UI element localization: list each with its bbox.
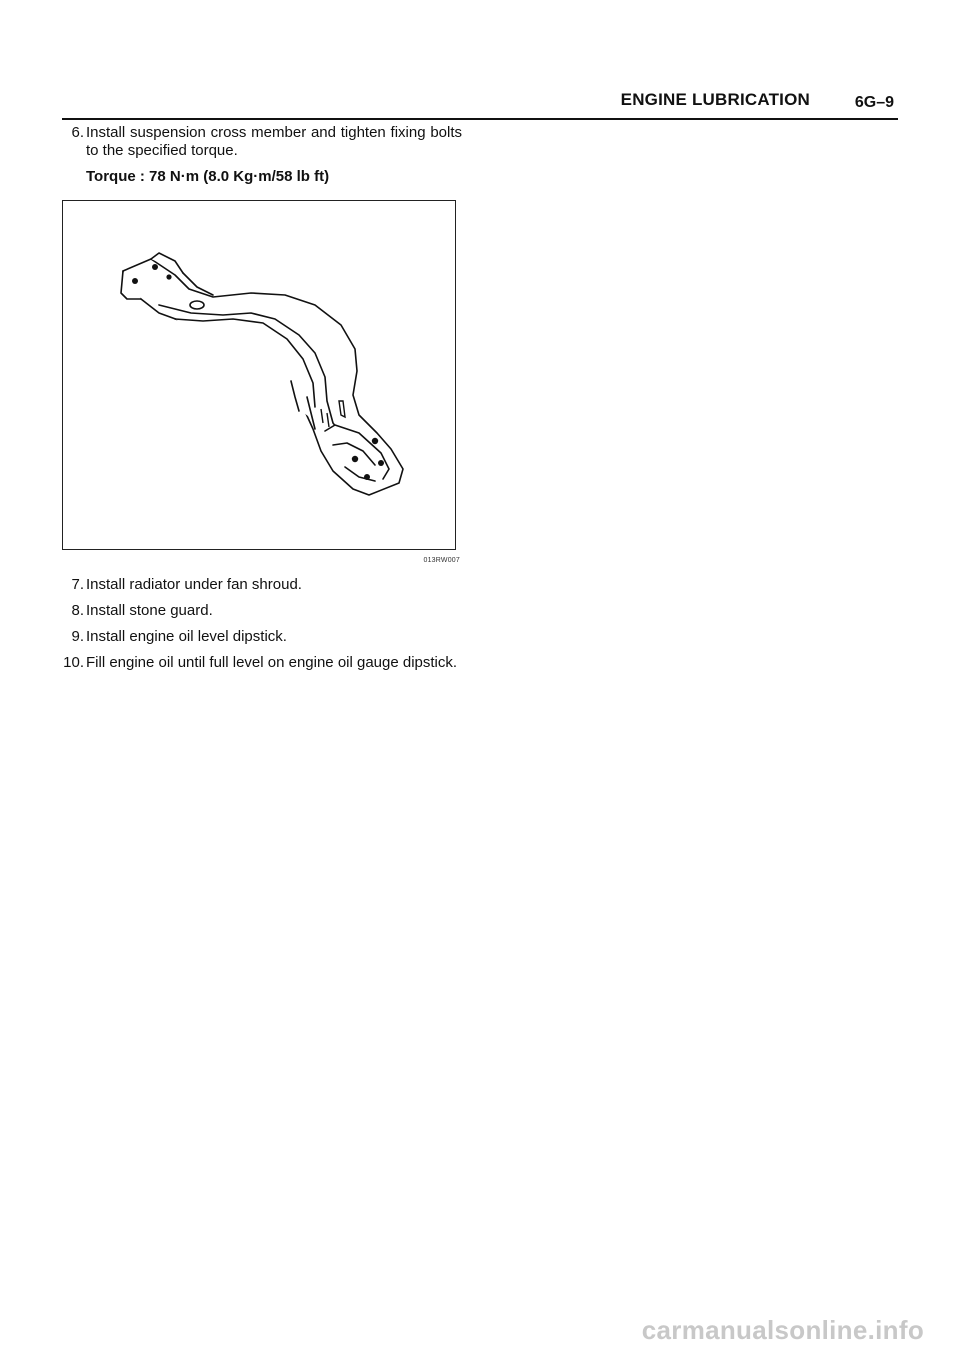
step-text: Install engine oil level dipstick. (86, 628, 287, 645)
figure-frame (62, 200, 456, 550)
step-8 (62, 602, 462, 620)
step-number: 8. (71, 602, 84, 619)
step-text: Fill engine oil until full level on engine oil gauge dipstick. (86, 654, 458, 671)
page-header (62, 88, 898, 120)
step-text: Install suspension cross member and tighten fixing bolts to the specified torque. (86, 124, 462, 159)
step-number: 6. (71, 124, 84, 141)
step-text: Install stone guard. (86, 602, 213, 619)
step-7 (62, 576, 462, 594)
watermark: carmanualsonline.info (641, 1315, 924, 1345)
step-9 (62, 628, 462, 646)
page-number: 6G–9 (854, 94, 894, 111)
step-number: 9. (71, 628, 84, 645)
step-10 (62, 654, 462, 672)
step-text: Install radiator under fan shroud. (86, 576, 302, 593)
section-title: ENGINE LUBRICATION (620, 90, 810, 109)
figure-code: 013RW007 (423, 557, 460, 564)
step-number: 10. (63, 654, 84, 671)
step-6 (62, 124, 462, 160)
suspension-cross-member-illustration (63, 201, 455, 549)
step-number: 7. (71, 576, 84, 593)
page-content (62, 124, 462, 680)
torque-spec: Torque : 78 N·m (8.0 Kg·m/58 lb ft) (86, 168, 330, 185)
